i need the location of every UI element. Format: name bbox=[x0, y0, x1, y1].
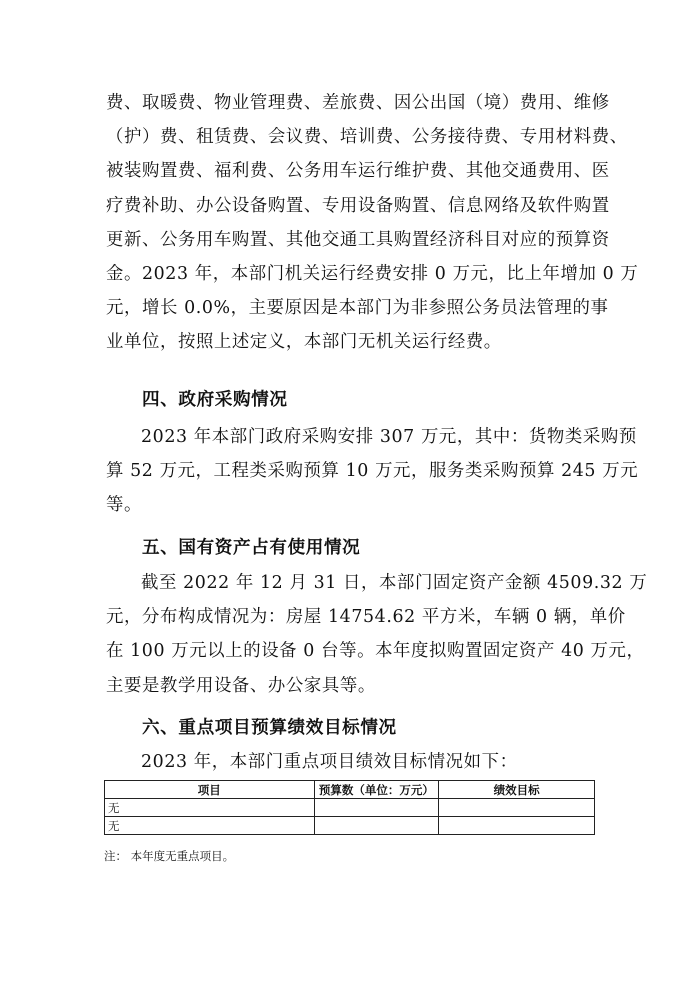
section-heading-state-assets: 五、国有资产占有使用情况 bbox=[142, 538, 361, 558]
state-assets-paragraph bbox=[106, 566, 648, 703]
paragraph-line: 业单位，按照上述定义，本部门无机关运行经费。 bbox=[106, 332, 502, 353]
table-cell bbox=[439, 817, 595, 835]
performance-target-table bbox=[104, 780, 595, 835]
key-projects-intro bbox=[106, 745, 596, 779]
paragraph-line: 疗费补助、办公设备购置、专用设备购置、信息网络及软件购置 bbox=[106, 195, 610, 216]
table-cell: 无 bbox=[105, 799, 315, 817]
paragraph-line: （护）费、租赁费、会议费、培训费、公务接待费、专用材料费、 bbox=[106, 127, 628, 148]
operating-expenses-paragraph bbox=[106, 86, 639, 360]
table-cell bbox=[314, 799, 439, 817]
table-row bbox=[105, 817, 595, 835]
column-header-target: 绩效目标 bbox=[439, 781, 595, 799]
paragraph-line: 金。2023 年，本部门机关运行经费安排 0 万元，比上年增加 0 万 bbox=[106, 264, 639, 285]
paragraph-line: 在 100 万元以上的设备 0 台等。本年度拟购置固定资产 40 万元， bbox=[106, 641, 645, 662]
paragraph-line: 截至 2022 年 12 月 31 日，本部门固定资产金额 4509.32 万 bbox=[141, 573, 648, 593]
paragraph-line: 2023 年本部门政府采购安排 307 万元，其中：货物类采购预 bbox=[141, 427, 637, 447]
column-header-project: 项目 bbox=[105, 781, 315, 799]
table-row bbox=[105, 799, 595, 817]
paragraph-line: 等。 bbox=[106, 495, 142, 516]
table-cell: 无 bbox=[105, 817, 315, 835]
procurement-paragraph bbox=[106, 420, 639, 523]
paragraph-line: 被装购置费、福利费、公务用车运行维护费、其他交通费用、医 bbox=[106, 161, 610, 182]
paragraph-line: 主要是教学用设备、办公家具等。 bbox=[106, 675, 376, 696]
table-header-row bbox=[105, 781, 595, 799]
paragraph-line: 费、取暖费、物业管理费、差旅费、因公出国（境）费用、维修 bbox=[106, 93, 610, 113]
paragraph-line: 更新、公务用车购置、其他交通工具购置经济科目对应的预算资 bbox=[106, 229, 610, 250]
paragraph-line: 元，分布构成情况为：房屋 14754.62 平方米，车辆 0 辆，单价 bbox=[106, 607, 626, 628]
table-cell bbox=[314, 817, 439, 835]
table-footnote: 注： 本年度无重点项目。 bbox=[104, 849, 235, 863]
paragraph-line: 算 52 万元，工程类采购预算 10 万元，服务类采购预算 245 万元 bbox=[106, 461, 639, 482]
paragraph-line: 2023 年，本部门重点项目绩效目标情况如下： bbox=[141, 752, 518, 772]
section-heading-key-projects: 六、重点项目预算绩效目标情况 bbox=[142, 718, 397, 738]
table-cell bbox=[439, 799, 595, 817]
section-heading-procurement: 四、政府采购情况 bbox=[142, 390, 288, 410]
column-header-budget: 预算数（单位：万元） bbox=[314, 781, 439, 799]
paragraph-line: 元，增长 0.0%，主要原因是本部门为非参照公务员法管理的事 bbox=[106, 298, 609, 319]
